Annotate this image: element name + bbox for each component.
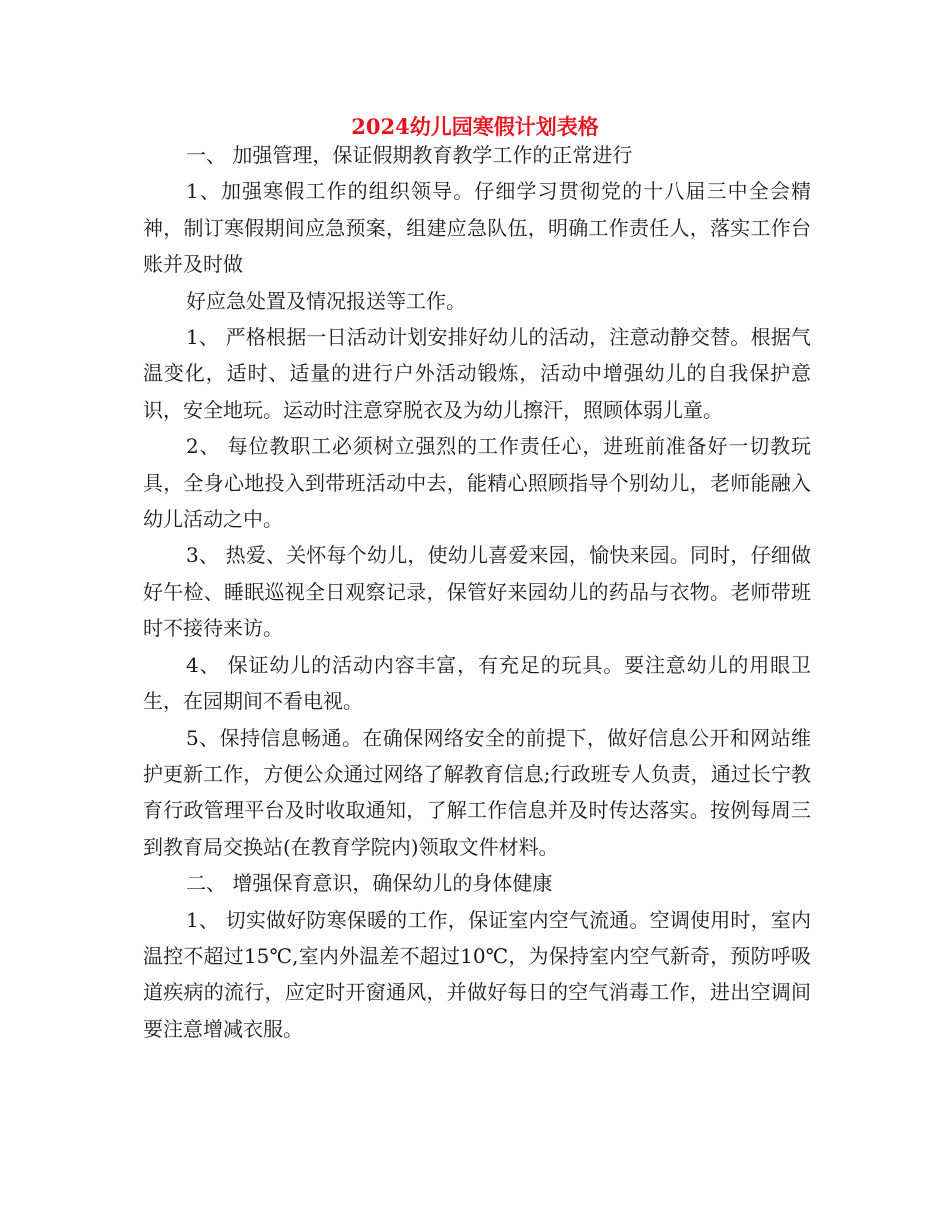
section-heading-1: 一、 加强管理，保证假期教育教学工作的正常进行 — [186, 143, 633, 167]
paragraph: 3、 热爱、关怀每个幼儿，使幼儿喜爱来园，愉快来园。同时，仔细做好午检、睡眠巡视全日观察记录，保管好来园幼儿的药品与衣物。老师带班时不接待来访。 — [143, 543, 811, 641]
document-title: 2024幼儿园寒假计划表格 — [351, 114, 599, 139]
paragraph: 2、 每位教职工必须树立强烈的工作责任心，进班前准备好一切教玩具，全身心地投入到带班活动中去，能精心照顾指导个别幼儿，老师能融入幼儿活动之中。 — [143, 434, 811, 532]
document-body — [143, 137, 811, 1047]
paragraph: 1、加强寒假工作的组织领导。仔细学习贯彻党的十八届三中全会精神，制订寒假期间应急预案，组建应急队伍，明确工作责任人，落实工作台账并及时做 — [143, 179, 811, 277]
paragraph: 4、 保证幼儿的活动内容丰富，有充足的玩具。要注意幼儿的用眼卫生，在园期间不看电视。 — [143, 652, 811, 714]
paragraph: 5、保持信息畅通。在确保网络安全的前提下，做好信息公开和网站维护更新工作，方便公众通过网络了解教育信息;行政班专人负责，通过长宁教育行政管理平台及时收取通知，了解工作信息并及时传达落实。按例每周三到教育局交换站(在教育学院内)领取文件材料。 — [143, 725, 811, 859]
section-heading-2: 二、 增强保育意识，确保幼儿的身体健康 — [186, 871, 553, 896]
paragraph: 好应急处置及情况报送等工作。 — [186, 288, 466, 313]
paragraph: 1、 切实做好防寒保暖的工作，保证室内空气流通。空调使用时，室内温控不超过15℃,室内外温差不超过10℃，为保持室内空气新奇，预防呼吸道疾病的流行，应定时开窗通风，并做好每日的空气消毒工作，进出空调间要注意增减衣服。 — [143, 907, 811, 1041]
paragraph: 1、 严格根据一日活动计划安排好幼儿的活动，注意动静交替。根据气温变化，适时、适量的进行户外活动锻炼，活动中增强幼儿的自我保护意识，安全地玩。运动时注意穿脱衣及为幼儿擦汗，照顾体弱儿童。 — [143, 325, 811, 422]
